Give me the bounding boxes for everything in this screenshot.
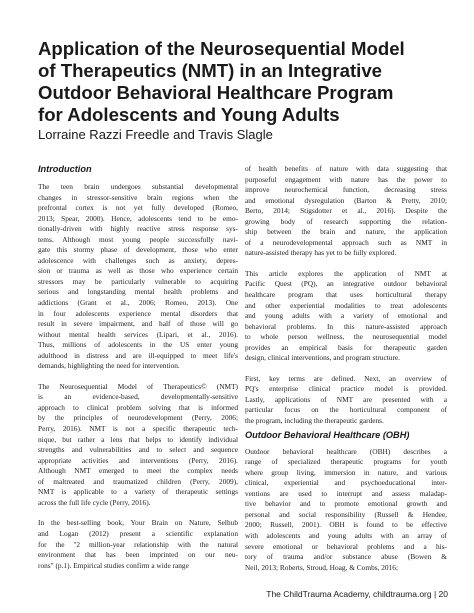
text-line: approach to clinical problem solving that is informed [38, 402, 238, 412]
text-line: Perry, 2016). NMT is not a specific therapeutic tech- [38, 424, 238, 434]
text-line: design, clinical interventions, and program structure. [245, 353, 400, 363]
text-line: prefrontal cortex is not yet fully developed (Romeo, [38, 203, 238, 213]
text-line: growing body of research supporting the relation- [245, 216, 447, 226]
text-line: without mental health services (Lipari, et al., 2016). [38, 329, 238, 339]
text-line: to whole person wellness, the neurosequential model [245, 332, 447, 342]
text-line: demands, highlighting the need for intervention. [38, 361, 180, 371]
right-column-body-bottom [245, 447, 447, 574]
title-line: of Therapeutics (NMT) in an Integrative [38, 60, 383, 81]
text-line: The Neurosequential Model of Therapeutics© (NMT) [38, 381, 238, 391]
text-line: the program, including the therapeutic gardens. [245, 416, 384, 426]
text-line: and Logan (2012) present a scientific explanation [38, 528, 238, 538]
text-line: serious and longstanding mental health problems and [38, 287, 238, 297]
text-line: improve neurochemical function, decreasing stress [245, 185, 447, 195]
text-line: ship between the brain and nature, the application [245, 227, 447, 237]
text-line: Thus, millions of adolescents in the US enter young [38, 340, 238, 350]
text-line: NMT is applicable to a variety of therapeutic settings [38, 487, 238, 497]
text-line: addictions (Grant et al., 2006; Romeo, 2013). One [38, 298, 238, 308]
text-line: and young adults with a variety of emotional and [245, 311, 447, 321]
text-line: by the principles of neurodevelopment (Perry, 2006; [38, 413, 238, 423]
text-line: Although NMT emerged to meet the complex needs [38, 466, 238, 476]
text-line: in four adolescents experience mental disorders that [38, 308, 238, 318]
text-line: provides an empirical basis for therapeutic garden [245, 342, 447, 352]
text-line: gate this stormy phase of development, those who enter [38, 245, 238, 255]
text-line: of a neurodevelopmental approach such as NMT in [245, 237, 447, 247]
text-line: Lastly, applications of NMT are presented with a [245, 394, 447, 404]
text-line: of health benefits of nature with data suggesting that [245, 164, 447, 173]
text-line: rons" (p.1). Empirical studies confirm a wide range [38, 560, 189, 570]
text-line: nature-assisted therapy has yet to be fully explored. [245, 248, 397, 258]
text-line: adolescence with challenges such as anxiety, depres- [38, 255, 238, 265]
text-line: nique, but rather a lens that helps to identify individual [38, 434, 238, 444]
text-line: healthcare program that uses horticultural therapy [245, 290, 447, 300]
text-line: strengths and vulnerabilities and to select and sequence [38, 445, 238, 455]
right-column [245, 164, 447, 573]
text-line: personal and social responsibility (Russell & Hendee, [245, 509, 447, 519]
text-line: tive behavior and to promote emotional growth and [245, 499, 447, 509]
text-line: Pacific Quest (PQ), an integrative outdoor behavioral [245, 279, 447, 289]
page-footer: The ChildTrauma Academy, childtrauma.org | 20 [266, 589, 448, 599]
text-line: of maltreated and traumatized children (Perry, 2009), [38, 476, 238, 486]
text-line: for the "2 million-year relationship with the natural [38, 539, 238, 549]
left-column [38, 164, 238, 571]
paragraph [245, 164, 447, 259]
text-line: and emotional dysregulation (Barton & Pretty, 2010; [245, 195, 447, 205]
title-line: Application of the Neurosequential Model [38, 38, 405, 59]
text-line: Outdoor behavioral healthcare (OBH) describes a [245, 446, 447, 456]
text-line: is an evidence-based, developmentally-sensitive [38, 392, 238, 402]
text-line: This article explores the application of NMT at [245, 268, 447, 278]
text-line: appropriate activities and interventions (Perry, 2016). [38, 455, 238, 465]
text-line: stressors may be particularly vulnerable to acquiring [38, 276, 238, 286]
text-line: result in severe impairment, and half of those will go [38, 319, 238, 329]
text-line: purposeful engagement with nature has the power to [245, 174, 447, 184]
text-line: The teen brain undergoes substantial developmental [38, 182, 238, 191]
paragraph [245, 269, 447, 364]
text-line: adulthood in distress and are ill-equipped to meet life's [38, 350, 238, 360]
text-line: tems. Although most young people successfully navi- [38, 234, 238, 244]
text-line: In the best-selling book, Your Brain on Nature, Selhub [38, 518, 238, 528]
paragraph [245, 374, 447, 427]
paragraph [38, 382, 238, 509]
text-line: severe emotional or behavioral problems and a his- [245, 541, 447, 551]
text-line: range of specialized therapeutic programs for youth [245, 457, 447, 467]
text-line: with adolescents and young adults with an array of [245, 530, 447, 540]
text-line: tory of trauma and/or substance abuse (Bowen & [245, 552, 447, 562]
article-authors: Lorraine Razzi Freedle and Travis Slagle [38, 127, 273, 142]
text-line: Berto, 2014; Stigsdotter et al., 2016). Despite the [245, 206, 447, 216]
text-line: 2013; Spear, 2000). Hence, adolescents tend to be emo- [38, 213, 238, 223]
text-line: clinical, experiential and psychoeducational inter- [245, 478, 447, 488]
section-heading-obh: Outdoor Behavioral Healthcare (OBH) [245, 429, 410, 440]
paragraph [38, 518, 238, 571]
text-line: behavioral problems. In this nature-assisted approach [245, 321, 447, 331]
title-line: Outdoor Behavioral Healthcare Program [38, 82, 394, 103]
article-title [38, 38, 438, 126]
section-heading-introduction: Introduction [38, 164, 92, 174]
title-line: for Adolescents and Young Adults [38, 104, 340, 125]
paragraph [38, 182, 238, 372]
text-line: ventions are used to interrupt and assess maladap- [245, 488, 447, 498]
text-line: and other experiential modalities to treat adolescents [245, 300, 447, 310]
text-line: First, key terms are defined. Next, an overview of [245, 373, 447, 383]
text-line: Neil, 2013; Roberts, Stroud, Hoag, & Combs, 2016; [245, 562, 398, 572]
right-column-body-top [245, 164, 447, 427]
text-line: changes in stressor-sensitive brain regions when the [38, 192, 238, 202]
text-line: sion or trauma as well as those who experience certain [38, 266, 238, 276]
paragraph [245, 447, 447, 574]
text-line: across the full life cycle (Perry, 2016). [38, 497, 151, 507]
text-line: 2000; Russell, 2001). OBH is found to be effective [245, 520, 447, 530]
text-line: PQ's enterprise clinical practice model is provided. [245, 384, 447, 394]
text-line: particular focus on the horticultural component of [245, 405, 447, 415]
text-line: tionally-driven with highly reactive stress response sys- [38, 224, 238, 234]
text-line: environment that has been imprinted on our neu- [38, 550, 238, 560]
text-line: where group living, immersion in nature, and various [245, 467, 447, 477]
left-column-body [38, 182, 238, 571]
